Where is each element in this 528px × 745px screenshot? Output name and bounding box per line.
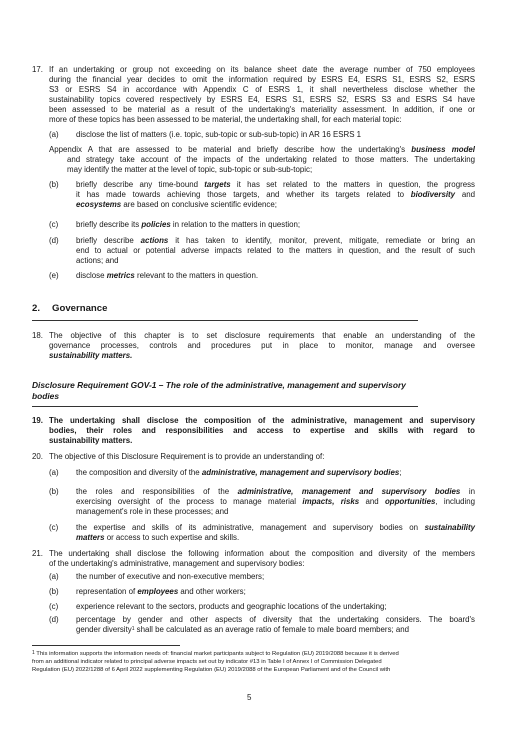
paragraph-21-number: 21.: [32, 549, 43, 558]
item-17b-line-3: ecosystems are based on conclusive scientific evidence;: [76, 200, 277, 209]
item-17b-line-2: it has made towards achieving those targets, and whether its targets related to biodiversity and: [76, 190, 475, 199]
appendix-line-3: may identify the matter at the level of topic, sub-topic or sub-sub-topic;: [67, 165, 313, 174]
item-17d-label: (d): [49, 236, 59, 245]
footnote-line-2: from an additional indicator related to principal adverse impacts set out by indicator #13 in Table I of Annex I of Commission Delegated: [32, 659, 382, 665]
appendix-line-2: and strategy take account of the impacts of the undertaking related to those matters. The undertaking: [67, 155, 475, 164]
paragraph-18-line-1: The objective of this chapter is to set disclosure requirements that enable an understanding of the: [49, 331, 475, 340]
disclosure-requirement-heading-line-2: bodies: [32, 391, 59, 401]
disclosure-requirement-heading-line-1: Disclosure Requirement GOV-1 – The role of the administrative, management and supervisory: [32, 380, 406, 390]
item-17a-label: (a): [49, 130, 59, 139]
item-17c-text: briefly describe its policies in relation to the matters in question;: [76, 220, 301, 229]
footnote-line-3: Regulation (EU) 2022/1288 of 6 April 2022 supplementing Regulation (EU) 2019/2088 of the European Parliament and of the Council with: [32, 667, 391, 673]
item-21a-text: the number of executive and non-executive members;: [76, 572, 265, 581]
footnote-divider: [32, 645, 180, 646]
paragraph-20-intro: The objective of this Disclosure Requirement is to provide an understanding of:: [49, 452, 325, 461]
item-17a-text: disclose the list of matters (i.e. topic, sub-topic or sub-sub-topic) in AR 16 ESRS 1: [76, 130, 362, 139]
item-17b-label: (b): [49, 180, 59, 189]
paragraph-17-line-1: If an undertaking or group not exceeding on its balance sheet date the average number of 750 employees: [49, 65, 475, 74]
item-17d-line-1: briefly describe actions it has taken to identify, monitor, prevent, mitigate, remediate or bring an: [76, 236, 475, 245]
paragraph-21-line-2: of the undertaking's administrative, management and supervisory bodies:: [49, 559, 305, 568]
item-20c-line-2: matters or access to such expertise and skills.: [76, 533, 240, 542]
paragraph-17-line-2: during the financial year decides to omit the information required by ESRS E4, ESRS S1, ESRS S2, ESRS: [49, 75, 475, 84]
paragraph-17-line-6: more of these topics has been assessed to be material, the undertaking shall, for each material topic:: [49, 115, 402, 124]
item-21b-text: representation of employees and other workers;: [76, 587, 246, 596]
paragraph-19-line-2: bodies, their roles and responsibilities and access to expertise and skills with regard to: [49, 426, 475, 435]
paragraph-17-number: 17.: [32, 65, 43, 74]
item-21d-line-1: percentage by gender and other aspects of diversity that the undertaking considers. The board's: [76, 615, 475, 624]
paragraph-21-line-1: The undertaking shall disclose the following information about the composition and diversity of the members: [49, 549, 475, 558]
item-17b-line-1: briefly describe any time-bound targets it has set related to the matters in question, the progress: [76, 180, 475, 189]
item-21a-label: (a): [49, 572, 59, 581]
paragraph-17-line-4: sustainability topics covered respectively by ESRS E4, ESRS S1, ESRS S2, ESRS S3 and ESRS S4 have: [49, 95, 475, 104]
disclosure-divider: [32, 406, 418, 407]
item-21d-line-2: gender diversity$^1$ shall be calculated as an average ratio of female to male board members; and: [76, 625, 410, 634]
item-20a-text: the composition and diversity of the administrative, management and supervisory bodies;: [76, 468, 402, 477]
item-20b-label: (b): [49, 487, 59, 496]
item-20c-line-1: the expertise and skills of its administrative, management and supervisory bodies on sustainability: [76, 523, 475, 532]
page-number: 5: [247, 693, 252, 702]
item-21b-label: (b): [49, 587, 59, 596]
item-20c-label: (c): [49, 523, 59, 532]
section-number: 2.: [32, 303, 41, 314]
item-17c-label: (c): [49, 220, 59, 229]
item-17e-text: disclose metrics relevant to the matters in question.: [76, 271, 259, 280]
item-20b-line-1: the roles and responsibilities of the administrative, management and supervisory bodies in: [76, 487, 475, 496]
footnote-reference: 1: [131, 626, 135, 632]
item-21d-label: (d): [49, 615, 59, 624]
paragraph-20-number: 20.: [32, 452, 43, 461]
appendix-line-1: Appendix A that are assessed to be material and briefly describe how the undertaking's business model: [49, 145, 475, 154]
item-17d-line-3: actions; and: [76, 256, 119, 265]
footnote-line-1: $^1$ This information supports the information needs of: financial market participants subject to Regulation (EU) 2019/2088 because it is derived: [32, 650, 399, 657]
item-21c-text: experience relevant to the sectors, products and geographic locations of the undertaking;: [76, 602, 387, 611]
item-17d-line-2: end to actual or potential adverse impacts related to the matters in question, and the result of such: [76, 246, 475, 255]
item-20b-line-3: management's role in these processes; and: [76, 507, 229, 516]
paragraph-17-line-5: been assessed to be material as a result of the undertaking's materiality assessment. In addition, if one or: [49, 105, 475, 114]
paragraph-19-line-3: sustainability matters.: [49, 436, 133, 445]
paragraph-19-number: 19.: [32, 416, 43, 425]
section-title: Governance: [52, 303, 108, 314]
item-21c-label: (c): [49, 602, 59, 611]
paragraph-18-number: 18.: [32, 331, 43, 340]
paragraph-17-line-3: S3 or ESRS S4 in accordance with Appendix C of ESRS 1, it shall nevertheless disclose whether the: [49, 85, 475, 94]
item-17e-label: (e): [49, 271, 59, 280]
paragraph-18-line-3: sustainability matters.: [49, 351, 133, 360]
item-20b-line-2: exercising oversight of the process to manage material impacts, risks and opportunities, including: [76, 497, 476, 506]
paragraph-18-line-2: governance processes, controls and procedures put in place to monitor, manage and oversee: [49, 341, 475, 350]
item-20a-label: (a): [49, 468, 59, 477]
paragraph-19-line-1: The undertaking shall disclose the composition of the administrative, management and supervisory: [49, 416, 475, 425]
section-divider: [32, 320, 418, 321]
